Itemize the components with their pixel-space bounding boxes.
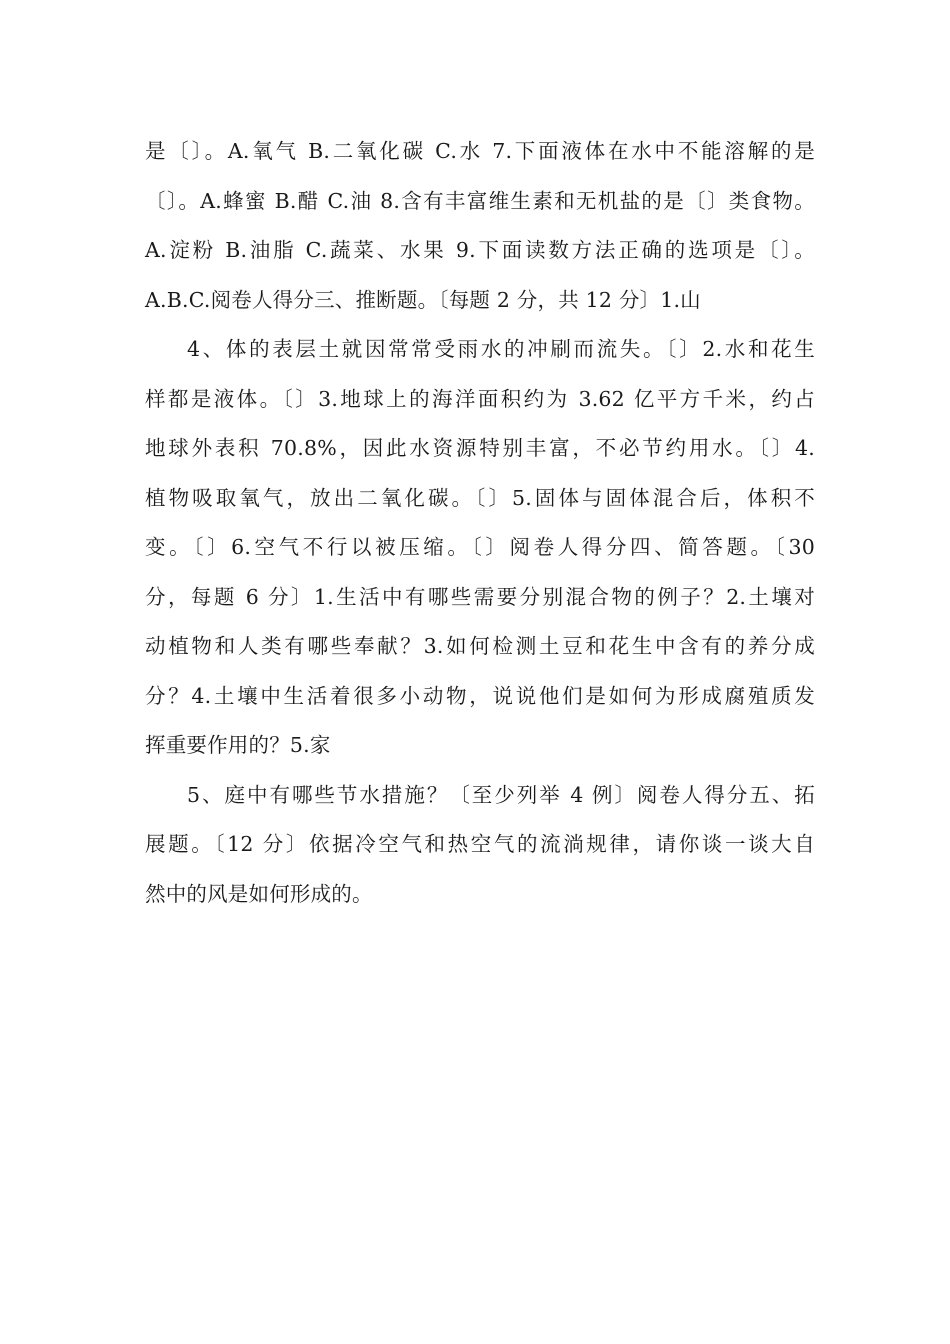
text-line: 是〔〕。A.氧气 B.二氧化碳 C.水 7.下面液体在水中不能溶解的是 — [145, 139, 815, 163]
document-body — [145, 127, 815, 919]
text-line: A.B.C.阅卷人得分三、推断题。〔每题 2 分，共 12 分〕1.山 — [145, 287, 701, 312]
text-line: 挥重要作用的？5.家 — [145, 733, 331, 757]
text-line: 5、庭中有哪些节水措施？〔至少列举 4 例〕阅卷人得分五、拓 — [187, 782, 815, 807]
text-line: 动植物和人类有哪些奉献？3.如何检测土豆和花生中含有的养分成 — [145, 634, 815, 658]
text-line: 植物吸取氧气，放出二氧化碳。〔〕5.固体与固体混合后，体积不 — [145, 485, 815, 510]
text-line: 展题。〔12 分〕依据冷空气和热空气的流淌规律，请你谈一谈大自 — [145, 832, 815, 856]
text-line: 变。〔〕6.空气不行以被压缩。〔〕阅卷人得分四、简答题。〔30 — [145, 535, 815, 559]
text-line: 地球外表积 70.8%，因此水资源特别丰富，不必节约用水。〔〕4. — [145, 436, 815, 460]
text-line: 分，每题 6 分〕1.生活中有哪些需要分别混合物的例子？2.土壤对 — [145, 584, 815, 609]
text-line: 〔〕。A.蜂蜜 B.醋 C.油 8.含有丰富维生素和无机盐的是〔〕类食物。 — [145, 188, 815, 213]
paragraph-1 — [145, 127, 815, 325]
text-line: 分？4.土壤中生活着很多小动物，说说他们是如何为形成腐殖质发 — [145, 683, 815, 708]
text-line: 4、体的表层土就因常常受雨水的冲刷而流失。〔〕2.水和花生 — [187, 337, 815, 361]
paragraph-2 — [145, 325, 815, 771]
paragraph-3 — [145, 771, 815, 920]
text-line: A.淀粉 B.油脂 C.蔬菜、水果 9.下面读数方法正确的选项是〔〕。 — [145, 238, 815, 262]
text-line: 样都是液体。〔〕3.地球上的海洋面积约为 3.62 亿平方千米，约占 — [145, 386, 815, 411]
text-line: 然中的风是如何形成的。 — [145, 881, 373, 906]
